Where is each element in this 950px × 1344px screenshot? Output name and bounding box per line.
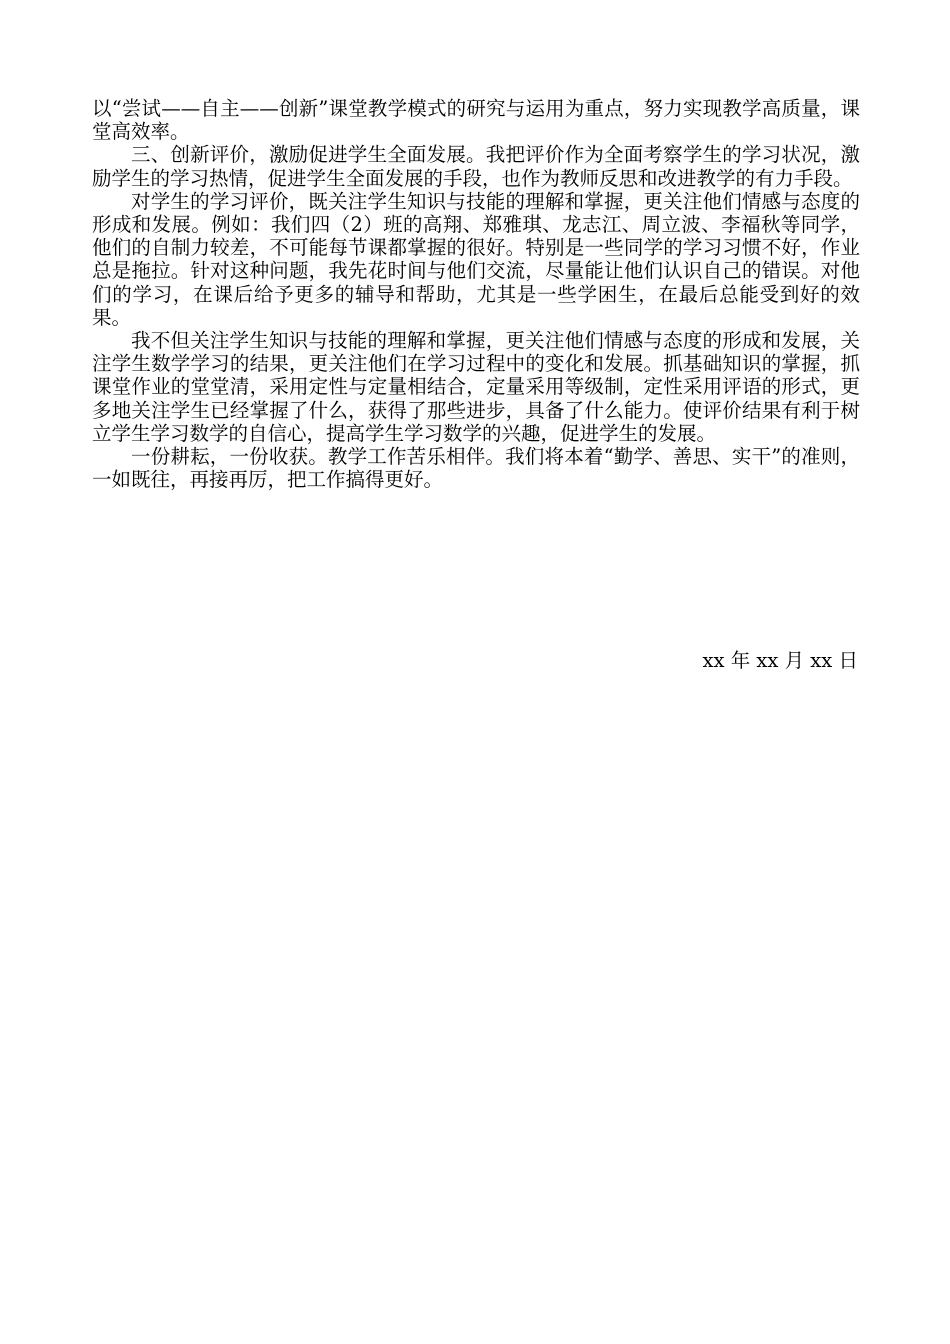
document-body	[92, 97, 860, 491]
paragraph-2: 三、创新评价，激励促进学生全面发展。我把评价作为全面考察学生的学习状况，激励学生的学习热情，促进学生全面发展的手段，也作为教师反思和改进教学的有力手段。	[92, 143, 860, 190]
paragraph-3: 对学生的学习评价，既关注学生知识与技能的理解和掌握，更关注他们情感与态度的形成和发展。例如：我们四（2）班的高翔、郑雅琪、龙志江、周立波、李福秋等同学，他们的自制力较差，不可能每节课都掌握的很好。特别是一些同学的学习习惯不好，作业总是拖拉。针对这种问题，我先花时间与他们交流，尽量能让他们认识自己的错误。对他们的学习，在课后给予更多的辅导和帮助，尤其是一些学困生，在最后总能受到好的效果。	[92, 189, 860, 329]
paragraph-1: 以“尝试——自主——创新”课堂教学模式的研究与运用为重点，努力实现教学高质量，课堂高效率。	[92, 97, 860, 144]
paragraph-4: 我不但关注学生知识与技能的理解和掌握，更关注他们情感与态度的形成和发展，关注学生数学学习的结果，更关注他们在学习过程中的变化和发展。抓基础知识的掌握，抓课堂作业的堂堂清，采用定性与定量相结合，定量采用等级制，定性采用评语的形式，更多地关注学生已经掌握了什么，获得了那些进步，具备了什么能力。使评价结果有利于树立学生学习数学的自信心，提高学生学习数学的兴趣，促进学生的发展。	[92, 329, 860, 445]
paragraph-5: 一份耕耘，一份收获。教学工作苦乐相伴。我们将本着“勤学、善思、实干”的准则，一如既往，再接再厉，把工作搞得更好。	[92, 445, 860, 492]
document-date: xx 年 xx 月 xx 日	[702, 649, 858, 672]
